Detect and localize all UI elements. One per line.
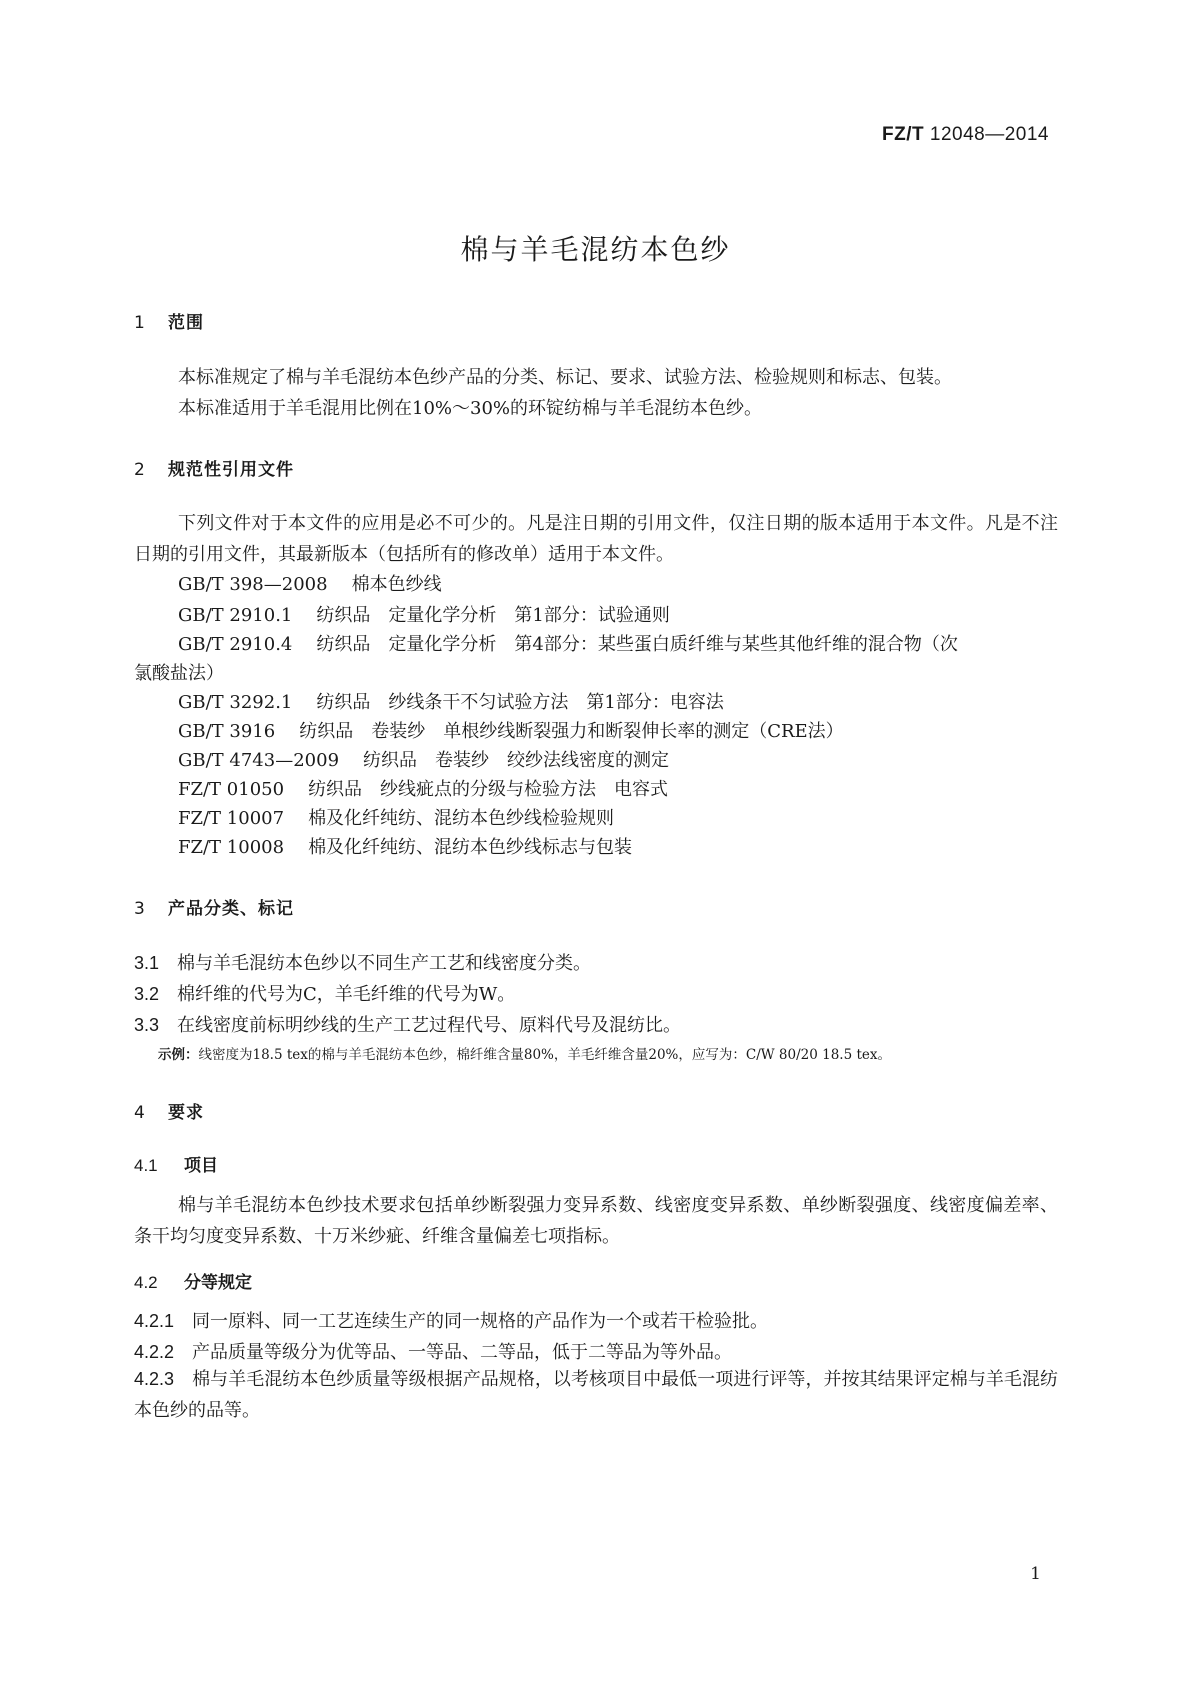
clause-4-2-1 [134,1307,768,1333]
reference-item-continued [134,659,224,685]
reference-code: FZ/T 01050 [178,779,285,800]
clause-text: 棉与羊毛混纺本色纱以不同生产工艺和线密度分类。 [177,953,592,974]
reference-title: 纺织品 卷装纱 单根纱线断裂强力和断裂伸长率的测定（CRE法） [299,721,844,742]
reference-item [178,570,442,596]
clause-text: 同一原料、同一工艺连续生产的同一规格的产品作为一个或若干检验批。 [192,1311,769,1332]
section-number: 1 [134,313,146,333]
reference-title: 纺织品 定量化学分析 第1部分：试验通则 [316,605,670,626]
section-number: 3 [134,899,146,919]
reference-title: 纺织品 卷装纱 绞纱法线密度的测定 [363,750,670,771]
reference-item [178,746,669,772]
section-title: 范围 [168,313,204,333]
subsection-4-2-heading [134,1268,252,1293]
clause-3-1 [134,949,591,975]
clause-4-2-3 [134,1364,1058,1426]
reference-item [178,775,668,801]
clause-text: 产品质量等级分为优等品、一等品、二等品，低于二等品为等外品。 [192,1342,733,1363]
reference-title: 氯酸盐法） [134,663,224,684]
example-note [158,1043,891,1063]
reference-item [178,688,724,714]
reference-title: 棉及化纤纯纺、混纺本色纱线检验规则 [308,808,615,829]
clause-number: 3.3 [134,1015,160,1035]
reference-title: 棉本色纱线 [351,574,442,595]
subsection-number: 4.1 [134,1156,158,1175]
reference-item [178,601,670,627]
section-number: 2 [134,460,146,480]
reference-code: GB/T 3916 [178,721,276,742]
subsection-title: 项目 [184,1156,218,1176]
example-text: 线密度为18.5 tex的棉与羊毛混纺本色纱，棉纤维含量80%，羊毛纤维含量20%，应写为：C/W 80/20 18.5 tex。 [198,1047,892,1063]
clause-text: 棉与羊毛混纺本色纱质量等级根据产品规格，以考核项目中最低一项进行评等，并按其结果评定棉与羊毛混纺本色纱的品等。 [134,1369,1058,1421]
section-1-paragraph-1: 本标准规定了棉与羊毛混纺本色纱产品的分类、标记、要求、试验方法、检验规则和标志、包装。 [178,367,952,388]
clause-number: 4.2.3 [134,1369,175,1389]
reference-code: GB/T 4743—2009 [178,750,340,771]
clause-number: 4.2.2 [134,1342,175,1362]
standard-number: 12048—2014 [929,124,1049,145]
clause-3-2 [134,980,515,1006]
reference-code: GB/T 2910.1 [178,605,293,626]
section-1-paragraph-2: 本标准适用于羊毛混用比例在10%～30%的环锭纺棉与羊毛混纺本色纱。 [178,398,763,419]
clause-number: 3.1 [134,953,160,973]
reference-item [178,717,844,743]
clause-text: 在线密度前标明纱线的生产工艺过程代号、原料代号及混纺比。 [177,1015,682,1036]
subsection-title: 分等规定 [184,1273,252,1293]
page-number: 1 [1030,1564,1041,1584]
section-3-heading [134,894,294,919]
section-2-heading [134,455,294,480]
section-title: 产品分类、标记 [168,899,294,919]
section-1-heading [134,308,204,333]
section-4-heading [134,1098,204,1123]
reference-code: GB/T 3292.1 [178,692,293,713]
reference-code: FZ/T 10008 [178,837,285,858]
clause-number: 3.2 [134,984,160,1004]
reference-code: GB/T 398—2008 [178,574,328,595]
reference-code: FZ/T 10007 [178,808,285,829]
example-label: 示例： [158,1047,199,1063]
standard-prefix: FZ/T [882,124,925,145]
reference-title: 棉及化纤纯纺、混纺本色纱线标志与包装 [308,837,633,858]
reference-code: GB/T 2910.4 [178,634,293,655]
reference-item [178,833,632,859]
clause-number: 4.2.1 [134,1311,175,1331]
section-title: 规范性引用文件 [168,460,294,480]
clause-text: 棉纤维的代号为C，羊毛纤维的代号为W。 [177,984,516,1005]
reference-title: 纺织品 纱线条干不匀试验方法 第1部分：电容法 [316,692,724,713]
reference-item [178,630,958,656]
standard-code [882,124,1049,146]
subsection-4-1-heading [134,1151,218,1176]
reference-title: 纺织品 纱线疵点的分级与检验方法 电容式 [308,779,669,800]
reference-item [178,804,614,830]
section-number: 4 [134,1103,146,1123]
clause-4-2-2 [134,1338,732,1364]
section-title: 要求 [168,1103,204,1123]
subsection-number: 4.2 [134,1273,158,1292]
subsection-4-1-text: 棉与羊毛混纺本色纱技术要求包括单纱断裂强力变异系数、线密度变异系数、单纱断裂强度、线密度偏差率、条干均匀度变异系数、十万米纱疵、纤维含量偏差七项指标。 [134,1195,1058,1247]
document-title: 棉与羊毛混纺本色纱 [460,233,731,266]
clause-3-3 [134,1011,681,1037]
section-2-intro: 下列文件对于本文件的应用是必不可少的。凡是注日期的引用文件，仅注日期的版本适用于本文件。凡是不注日期的引用文件，其最新版本（包括所有的修改单）适用于本文件。 [134,513,1058,565]
reference-title: 纺织品 定量化学分析 第4部分：某些蛋白质纤维与某些其他纤维的混合物（次 [316,634,958,655]
